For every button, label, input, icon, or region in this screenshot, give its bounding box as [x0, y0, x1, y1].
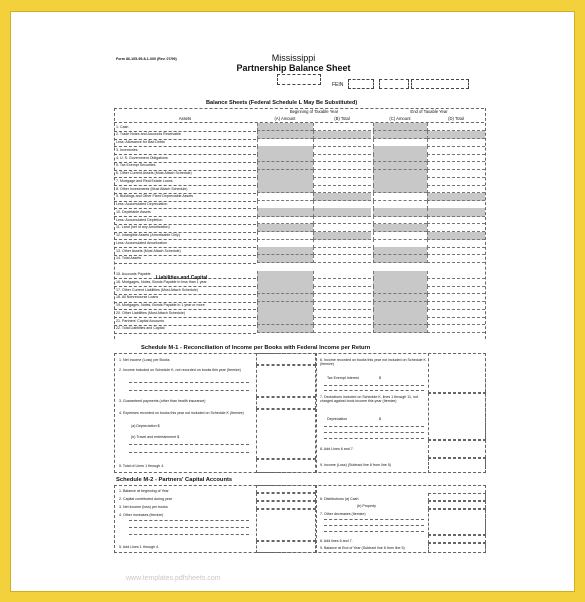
- m1-line5: 5. Total of Lines 1 through 4.: [119, 464, 165, 468]
- m2-line2-amount[interactable]: [256, 493, 316, 501]
- m2-line1: 1. Balance at beginning of Year: [119, 489, 169, 493]
- m1-line4b: (b) Travel and entertainment $: [131, 435, 180, 439]
- balance-row-label: Less: Accumulated Amortization: [116, 240, 167, 245]
- balance-row-label: 2. Trade Notes and Accounts Receivable: [116, 132, 181, 137]
- balance-row-label: 22. Total Liabilities and Capital: [116, 326, 165, 331]
- fein-field-part3[interactable]: [411, 79, 469, 89]
- balance-row-label: 17. Other Current Liabilities (Must Attach Schedule): [116, 287, 198, 292]
- balance-amount-cell-b[interactable]: [313, 255, 371, 263]
- balance-row-label: 9. Buildings and Other Fixed Depreciable Assets: [116, 194, 194, 199]
- balance-row-label: 3. Inventories: [116, 147, 138, 152]
- m2-line2: 2. Capital contributed during year: [119, 497, 172, 501]
- balance-row-label: 16. Mortgages, Notes, Bonds Payable in less than 1 year: [116, 279, 207, 284]
- beginning-year-label: Beginning of Taxable Year: [289, 109, 339, 114]
- assets-label: Assets: [178, 116, 192, 121]
- schedule-m2-title: Schedule M-2 - Partners' Capital Accounts: [116, 477, 233, 483]
- balance-row-label: 7. Mortgage and Real Estate Loans: [116, 178, 173, 183]
- m1-line7-amount[interactable]: [428, 393, 486, 440]
- balance-row-label: 4. U. S. Government Obligations: [116, 155, 168, 160]
- m2-line5-amount[interactable]: [256, 541, 316, 553]
- m1-line8: 8. Add Lines 6 and 7.: [320, 447, 354, 451]
- end-year-label: End of Taxable Year: [410, 109, 448, 114]
- m2-line5: 5. Add Lines 1 through 4.: [119, 545, 159, 549]
- m1-line9: 9. Income (Loss) (Subtract line 8 from line 5): [320, 463, 391, 467]
- m1-line6-amount[interactable]: [428, 353, 486, 393]
- balance-row-label: Less: Allowance for Bad Debts: [116, 140, 165, 144]
- balance-amount-cell-c: [373, 255, 427, 263]
- balance-amount-cell-d[interactable]: [427, 255, 485, 263]
- m1-line7a-dollar: $: [379, 417, 381, 421]
- m2-line6b: (b) Property: [357, 504, 376, 508]
- watermark: www.templates.pdfsheets.com: [126, 575, 221, 582]
- m2-line3: 3. Net income (loss) per books: [119, 505, 168, 509]
- m1-line3: 3. Guaranteed payments (other than health insurance): [119, 399, 206, 403]
- balance-row-label: 10. Depletable Assets: [116, 209, 151, 214]
- liabilities-label: Liabilities and Capital: [156, 275, 208, 281]
- balance-row-label: 15. Accounts Payable: [116, 272, 151, 276]
- m2-line1-amount[interactable]: [256, 485, 316, 493]
- m2-line3-amount[interactable]: [256, 501, 316, 509]
- balance-row-label: 5. Tax Exempt Securities: [116, 163, 156, 168]
- m1-line4-amount[interactable]: [256, 409, 316, 459]
- fein-field-part1[interactable]: [348, 79, 374, 89]
- m2-line7: 7. Other decreases (Itemize): [320, 512, 366, 516]
- m1-line3-amount[interactable]: [256, 397, 316, 409]
- m1-line6a: Tax Exempt Interest: [327, 376, 359, 380]
- m1-line6: 6. Income recorded on books this year not included on Schedule K (Itemize): [320, 358, 426, 366]
- balance-amount-cell-a: [257, 325, 313, 333]
- balance-row-label: 1. Cash: [116, 124, 129, 129]
- m1-line7a: Depreciation: [327, 417, 348, 421]
- balance-row-label: 8. Other Investments (Must Attach Schedule): [116, 186, 188, 191]
- m1-line9-amount[interactable]: [428, 458, 486, 473]
- document-page: [10, 11, 575, 592]
- m1-line6a-dollar: $: [379, 376, 381, 380]
- m2-line4-amount[interactable]: [256, 509, 316, 541]
- balance-sheet-title: Balance Sheets (Federal Schedule L May Be Substituted): [206, 100, 358, 106]
- m2-line9-amount[interactable]: [428, 543, 486, 553]
- form-number: Form 86-105-99-8-1-000 (Rev. 07/99): [116, 57, 177, 61]
- balance-row-label: 6. Other Current Assets (Must Attach Schedule): [116, 171, 192, 175]
- m2-line9: 9. Balance at End of Year (Subtract line 8 from line 5): [320, 546, 405, 550]
- m2-line4: 4. Other increases (Itemize): [119, 513, 164, 517]
- m1-line8-amount[interactable]: [428, 440, 486, 458]
- fein-field-part2[interactable]: [379, 79, 409, 89]
- m1-line7: 7. Deductions included on Schedule K, lines 1 through 11, not charged against book income this year (Itemize): [320, 395, 419, 403]
- m2-line7-amount[interactable]: [428, 509, 486, 535]
- balance-row-label: Less: Accumulated Depletion: [116, 217, 163, 222]
- page-title: Partnership Balance Sheet: [236, 63, 351, 73]
- balance-row-label: 14. Total Assets: [116, 256, 142, 261]
- m1-line4: 4. Expenses recorded on books this year not included on Schedule K (Itemize): [119, 411, 244, 415]
- m2-line8: 8. Add lines 6 and 7.: [320, 539, 353, 543]
- col-d-label: (D) Total: [448, 116, 464, 121]
- m2-line6b-amount[interactable]: [428, 501, 486, 509]
- balance-row-label: 11. Land (net of any Amortization): [116, 225, 170, 230]
- balance-amount-cell-c: [373, 325, 427, 333]
- balance-row-label: Less: Accumulated Depreciation: [116, 202, 168, 206]
- m1-line2: 2. Income included on Schedule K, not recorded on books this year (Itemize): [119, 368, 241, 372]
- balance-row-label: 20. Other Liabilities (Must Attach Schedule): [116, 310, 185, 315]
- balance-row-label: 18. All Nonrecourse Loans: [116, 295, 159, 300]
- m2-line6a-amount[interactable]: [428, 493, 486, 501]
- balance-row-label: 13. Other Assets (Must Attach Schedule): [116, 248, 181, 253]
- balance-row-label: 12. Intangible Assets (Amortizable Only): [116, 233, 180, 237]
- balance-row-label: 19. Mortgages, Notes, Bonds Payable in 1 year or more: [116, 303, 205, 307]
- m1-line4a: (a) Depreciation $: [131, 424, 160, 428]
- col-c-label: (C) Amount: [389, 116, 411, 121]
- m2-line8-amount[interactable]: [428, 535, 486, 543]
- col-b-label: (B) Total: [334, 116, 350, 121]
- balance-amount-cell-b[interactable]: [313, 325, 371, 333]
- balance-amount-cell-a: [257, 255, 313, 263]
- m1-line2-amount[interactable]: [256, 365, 316, 397]
- state-title: Mississippi: [271, 53, 316, 63]
- m1-line1-amount[interactable]: [256, 353, 316, 365]
- m1-line5-amount[interactable]: [256, 459, 316, 473]
- tax-year-field[interactable]: [277, 74, 321, 85]
- fein-label: FEIN: [332, 82, 344, 88]
- col-a-label: (A) Amount: [274, 116, 296, 121]
- m2-line6: 6. Distributions (a) Cash: [320, 497, 359, 501]
- m1-line1: 1. Net Income (Loss) per Books: [119, 358, 170, 362]
- balance-amount-cell-d[interactable]: [427, 325, 485, 333]
- schedule-m1-title: Schedule M-1 - Reconciliation of Income per Books with Federal Income per Return: [141, 345, 371, 351]
- balance-row-label: 21. Partners' Capital Accounts: [116, 318, 165, 323]
